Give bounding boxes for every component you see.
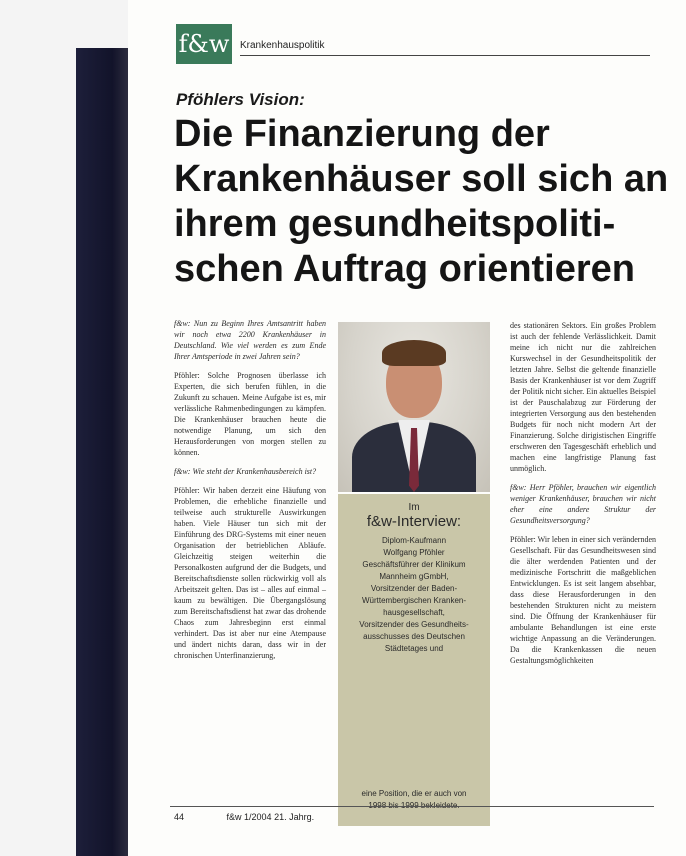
interview-question: f&w: Nun zu Beginn Ihres Amtsantritt haben wir noch etwa 2200 Krankenhäuser in Deutschland. Wie viel werden es zum Ende Ihrer Amtsperiode in zwei Jahren sein?: [174, 319, 326, 361]
issue-info: f&w 1/2004 21. Jahrg.: [226, 812, 315, 822]
bio-line: Württembergischen Kranken-: [361, 596, 467, 605]
text-column-right: [510, 320, 656, 674]
headline-line: ihrem gesundheitspoliti-: [174, 203, 616, 245]
magazine-logo: f&w: [176, 24, 232, 64]
bio-line: Vorsitzender des Gesundheits-: [359, 620, 469, 629]
headline-line: Die Finanzierung der: [174, 113, 550, 155]
box-bio: [338, 535, 490, 655]
footer-rule: [170, 806, 654, 807]
bio-line: Vorsitzender der Baden-: [370, 584, 458, 593]
article-headline: [174, 112, 669, 292]
bio-line: hausgesellschaft,: [383, 608, 445, 617]
scan-dark-strip: [76, 48, 128, 856]
page-number: 44: [174, 812, 185, 822]
header-rule: [240, 55, 650, 56]
interview-answer: des stationären Sektors. Ein großes Problem ist auch der fehlende Verlässlichkeit. Damit meine ich nicht nur die zahlreichen Kurswechsel in der Gesundheitspolitik der letzten Jahre. Selbst die geltende finanzielle Basis der Krankenhäuser ist vor dem Zugriff der Politik nicht sicher. Ein aktuelles Beispiel ist der Pauschalabzug zur Förderung der integrierten Versorgung aus den bestehenden Budgets für noch nicht modern Art der Finanzierung. Solche dirigistischen Eingriffe erschweren den Tagesgeschäft erheblich und machen eine langfristige Planung fast unmöglich.: [510, 321, 656, 473]
headline-line: schen Auftrag orientieren: [174, 248, 636, 290]
box-title: f&w-Interview:: [366, 513, 462, 530]
interview-answer: Pföhler: Wir haben derzeit eine Häufung von Problemen, die erhebliche finanzielle und teilweise auch strukturelle Auswirkungen haben. Viele Häuser tun sich mit der Einführung des DRG-Systems mit einer neuen Organisation der betrieblichen Abläufe. Gleichzeitig steigen weiterhin die Personalkosten aufgrund der die Budgets, und Bereitschaftsdienste sollen rückwirkig voll als Arbeitszeit gelten. Das ist – alles auf einmal – kaum zu bewältigen. Die Übergangslösung zum Bereitschaftsdienst hat zwar das drohende Chaos zum Jahresbeginn erst einmal verhindert. Das ist aber nur eine Atempause und ändert nichts daran, dass wir in der chronischen Unterfinanzierung,: [174, 486, 326, 660]
interview-question: f&w: Wie steht der Krankenhausbereich ist?: [174, 467, 317, 476]
article-kicker: Pföhlers Vision:: [176, 90, 305, 109]
portrait-photo: [338, 322, 490, 492]
interview-info-box: [338, 494, 490, 826]
box-footnote: [346, 788, 482, 812]
section-title: Krankenhauspolitik: [240, 40, 325, 51]
headline-line: Krankenhäuser soll sich an: [174, 158, 669, 200]
bio-line: Wolfgang Pföhler: [383, 548, 445, 557]
portrait-hair: [382, 340, 446, 366]
bio-line: Städtetages und: [384, 644, 444, 653]
bio-line: Mannheim gGmbH,: [379, 572, 449, 581]
text-column-left: [174, 318, 326, 669]
bio-line: Geschäftsführer der Klinikum: [362, 560, 466, 569]
interview-question: f&w: Herr Pföhler, brauchen wir eigentlich weniger Krankenhäuser, brauchen wir nicht eher eine andere Struktur der Gesundheitsversorgung?: [510, 483, 656, 525]
page-footer: [174, 812, 314, 822]
box-intro: Im: [408, 502, 420, 513]
footnote-line: eine Position, die er auch von: [361, 789, 467, 798]
interview-answer: Pföhler: Solche Prognosen überlasse ich Experten, die sich berufen fühlen, in die Zukunft zu schauen. Meine Aufgabe ist es, mir verlässliche Rahmenbedingungen zu kämpfen. Die Krankenhäuser brauchen heute die notwendige Planung, um sich den Herausforderungen von morgen stellen zu können.: [174, 371, 326, 457]
interview-answer: Pföhler: Wir leben in einer sich verändernden Gesellschaft. Für das Gesundheitswesen sind die älter werdenden Patienten und der medizinische Fortschritt die maßgeblichen Entwicklungen. Es ist seit langem absehbar, dass diese Herausforderungen in den bestehenden Strukturen nicht zu meistern sind. Die Öffnung der Krankenhäuser für ambulante Behandlungen ist eine erste wichtige Anpassung an die Veränderungen. Da die Krankenkassen die neuen Gestaltungsmöglichkeiten: [510, 535, 656, 665]
bio-line: ausschusses des Deutschen: [363, 632, 465, 641]
bio-line: Diplom-Kaufmann: [381, 536, 447, 545]
